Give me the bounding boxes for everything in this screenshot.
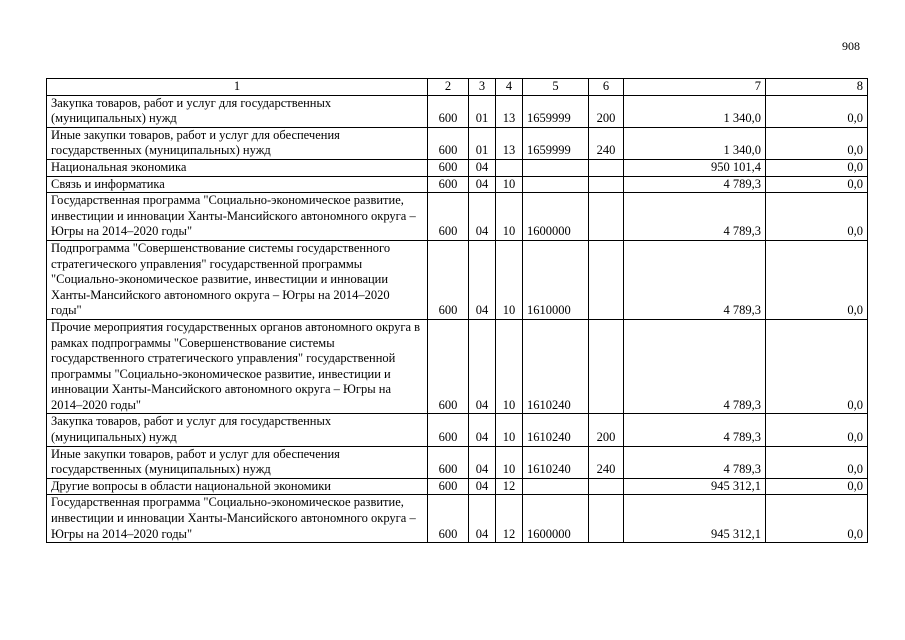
amount-value-2: 0,0 xyxy=(766,319,868,414)
subsection-code: 12 xyxy=(496,495,523,543)
amount-value-2: 0,0 xyxy=(766,193,868,241)
expense-type-code xyxy=(589,240,624,319)
ministry-code: 600 xyxy=(428,446,469,478)
target-article-code: 1610240 xyxy=(523,446,589,478)
subsection-code xyxy=(496,159,523,176)
column-header: 4 xyxy=(496,79,523,96)
expense-name: Закупка товаров, работ и услуг для государственных (муниципальных) нужд xyxy=(47,414,428,446)
amount-value-2: 0,0 xyxy=(766,176,868,193)
expense-name: Иные закупки товаров, работ и услуг для обеспечения государственных (муниципальных) нужд xyxy=(47,127,428,159)
expense-name: Связь и информатика xyxy=(47,176,428,193)
amount-value-2: 0,0 xyxy=(766,95,868,127)
subsection-code: 10 xyxy=(496,193,523,241)
section-code: 04 xyxy=(469,495,496,543)
ministry-code: 600 xyxy=(428,159,469,176)
amount-value: 4 789,3 xyxy=(624,414,766,446)
subsection-code: 10 xyxy=(496,240,523,319)
amount-value-2: 0,0 xyxy=(766,240,868,319)
section-code: 04 xyxy=(469,159,496,176)
subsection-code: 10 xyxy=(496,176,523,193)
amount-value: 945 312,1 xyxy=(624,478,766,495)
target-article-code xyxy=(523,176,589,193)
amount-value-2: 0,0 xyxy=(766,446,868,478)
section-code: 04 xyxy=(469,414,496,446)
table-row xyxy=(47,319,868,414)
target-article-code: 1659999 xyxy=(523,95,589,127)
expense-type-code: 200 xyxy=(589,414,624,446)
amount-value: 4 789,3 xyxy=(624,176,766,193)
expense-name: Государственная программа "Социально-экономическое развитие, инвестиции и инновации Ханты-Мансийского автономного округа – Югры на 2014–2020 годы" xyxy=(47,193,428,241)
amount-value: 4 789,3 xyxy=(624,240,766,319)
ministry-code: 600 xyxy=(428,193,469,241)
page-number: 908 xyxy=(842,39,860,53)
table-row xyxy=(47,95,868,127)
expense-type-code xyxy=(589,478,624,495)
table-row xyxy=(47,159,868,176)
expense-name: Другие вопросы в области национальной экономики xyxy=(47,478,428,495)
section-code: 04 xyxy=(469,478,496,495)
header-row xyxy=(47,79,868,96)
amount-value-2: 0,0 xyxy=(766,495,868,543)
amount-value: 1 340,0 xyxy=(624,95,766,127)
section-code: 01 xyxy=(469,127,496,159)
ministry-code: 600 xyxy=(428,414,469,446)
section-code: 04 xyxy=(469,176,496,193)
target-article-code: 1600000 xyxy=(523,193,589,241)
amount-value: 945 312,1 xyxy=(624,495,766,543)
table-row xyxy=(47,127,868,159)
subsection-code: 10 xyxy=(496,446,523,478)
target-article-code: 1600000 xyxy=(523,495,589,543)
amount-value-2: 0,0 xyxy=(766,478,868,495)
ministry-code: 600 xyxy=(428,478,469,495)
column-header: 8 xyxy=(766,79,868,96)
subsection-code: 12 xyxy=(496,478,523,495)
expense-type-code xyxy=(589,193,624,241)
target-article-code: 1610240 xyxy=(523,319,589,414)
target-article-code: 1610240 xyxy=(523,414,589,446)
expense-type-code xyxy=(589,159,624,176)
section-code: 04 xyxy=(469,240,496,319)
section-code: 04 xyxy=(469,193,496,241)
target-article-code xyxy=(523,478,589,495)
ministry-code: 600 xyxy=(428,95,469,127)
amount-value: 950 101,4 xyxy=(624,159,766,176)
expense-name: Государственная программа "Социально-экономическое развитие, инвестиции и инновации Ханты-Мансийского автономного округа – Югры на 2014–2020 годы" xyxy=(47,495,428,543)
subsection-code: 13 xyxy=(496,95,523,127)
target-article-code xyxy=(523,159,589,176)
ministry-code: 600 xyxy=(428,240,469,319)
section-code: 04 xyxy=(469,319,496,414)
column-header: 7 xyxy=(624,79,766,96)
column-header: 1 xyxy=(47,79,428,96)
amount-value: 4 789,3 xyxy=(624,446,766,478)
expense-name: Национальная экономика xyxy=(47,159,428,176)
subsection-code: 10 xyxy=(496,319,523,414)
table-row xyxy=(47,495,868,543)
budget-table xyxy=(46,78,868,543)
subsection-code: 10 xyxy=(496,414,523,446)
expense-type-code: 200 xyxy=(589,95,624,127)
expense-name: Прочие мероприятия государственных органов автономного округа в рамках подпрограммы "Совершенствование системы государственного стратегического управления" государственной программы "Социально-экономическое развитие, инвестиции и инновации Ханты-Мансийского автономного округа – Югры на 2014–2020 годы" xyxy=(47,319,428,414)
expense-name: Закупка товаров, работ и услуг для государственных (муниципальных) нужд xyxy=(47,95,428,127)
amount-value: 1 340,0 xyxy=(624,127,766,159)
expense-type-code xyxy=(589,495,624,543)
amount-value-2: 0,0 xyxy=(766,414,868,446)
expense-name: Иные закупки товаров, работ и услуг для обеспечения государственных (муниципальных) нужд xyxy=(47,446,428,478)
table-row xyxy=(47,240,868,319)
table-row xyxy=(47,176,868,193)
column-header: 6 xyxy=(589,79,624,96)
section-code: 01 xyxy=(469,95,496,127)
ministry-code: 600 xyxy=(428,495,469,543)
amount-value-2: 0,0 xyxy=(766,127,868,159)
ministry-code: 600 xyxy=(428,319,469,414)
table-row xyxy=(47,446,868,478)
ministry-code: 600 xyxy=(428,176,469,193)
expense-type-code: 240 xyxy=(589,127,624,159)
expense-name: Подпрограмма "Совершенствование системы государственного стратегического управления" государственной программы "Социально-экономическое развитие, инвестиции и инновации Ханты-Мансийского автономного округа – Югры на 2014–2020 годы" xyxy=(47,240,428,319)
amount-value: 4 789,3 xyxy=(624,319,766,414)
table-row xyxy=(47,414,868,446)
section-code: 04 xyxy=(469,446,496,478)
column-header: 2 xyxy=(428,79,469,96)
expense-type-code xyxy=(589,319,624,414)
table-row xyxy=(47,193,868,241)
column-header: 3 xyxy=(469,79,496,96)
amount-value: 4 789,3 xyxy=(624,193,766,241)
expense-type-code xyxy=(589,176,624,193)
amount-value-2: 0,0 xyxy=(766,159,868,176)
expense-type-code: 240 xyxy=(589,446,624,478)
target-article-code: 1610000 xyxy=(523,240,589,319)
subsection-code: 13 xyxy=(496,127,523,159)
ministry-code: 600 xyxy=(428,127,469,159)
column-header: 5 xyxy=(523,79,589,96)
table-row xyxy=(47,478,868,495)
target-article-code: 1659999 xyxy=(523,127,589,159)
